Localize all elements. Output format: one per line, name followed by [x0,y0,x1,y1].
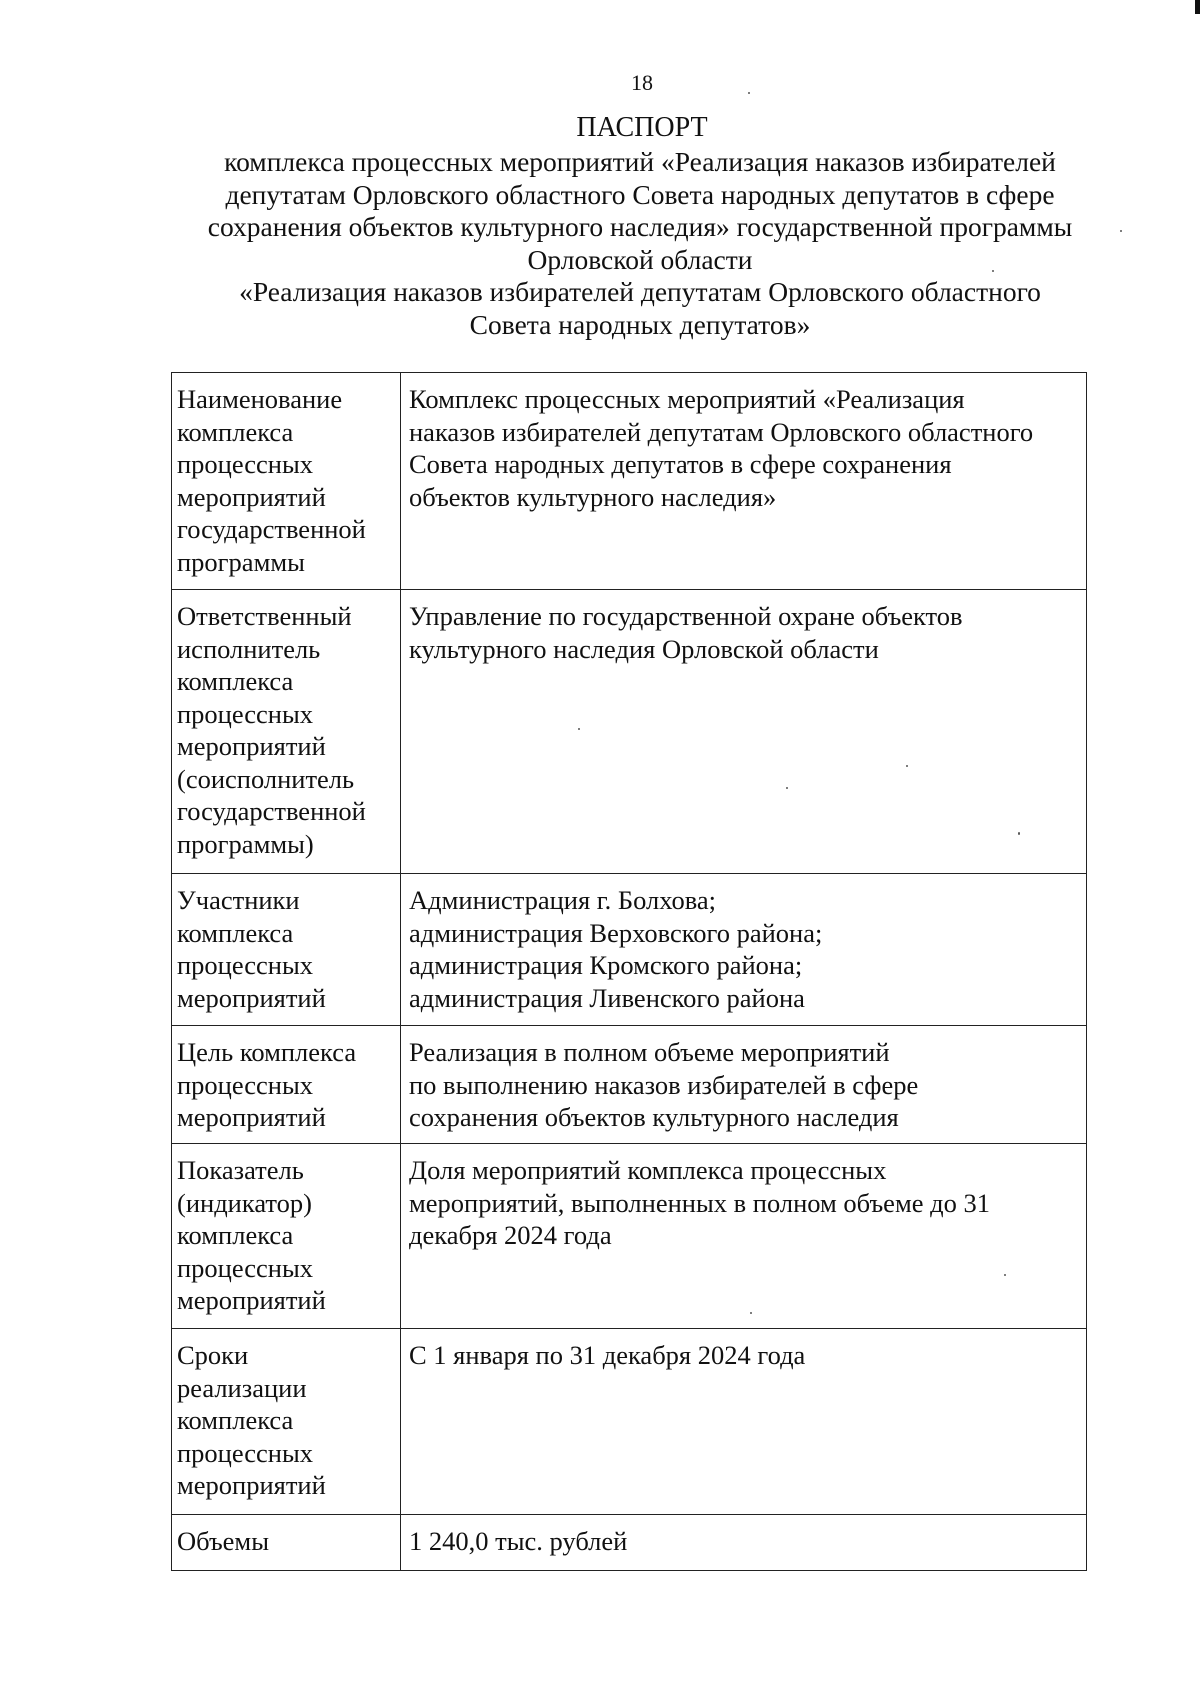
label-line: (соисполнитель [177,763,355,794]
label-line: мероприятий [177,1470,326,1500]
label-line: процессных [177,1252,314,1283]
row-label [172,1144,401,1329]
subtitle-line: депутатам Орловского областного Совета народных депутатов в сфере [225,178,1055,210]
value-line: администрация Ливенского района [409,982,805,1013]
row-label [172,590,401,874]
value-line: Администрация г. Болхова; [409,885,717,915]
table-row [172,590,1087,874]
value-line: мероприятий, выполненных в полном объеме до 31 [409,1187,990,1218]
row-label [172,373,401,590]
row-label [172,874,401,1026]
subtitle-line: Совета народных депутатов» [469,308,811,340]
label-line: мероприятий [177,982,326,1013]
scan-speck [750,1312,752,1314]
subtitle-line: «Реализация наказов избирателей депутатам Орловского областного [239,276,1041,307]
label-line: Объемы [177,1526,269,1556]
label-line: мероприятий [177,1102,326,1132]
value-line: Управление по государственной охране объектов [409,601,963,631]
label-line: Участники [177,885,300,915]
subtitle-line: комплекса процессных мероприятий «Реализация наказов избирателей [224,146,1056,177]
label-line: комплекса [177,1405,294,1435]
label-line: Сроки [177,1340,249,1370]
scan-speck [786,787,788,789]
label-line: мероприятий [177,1285,326,1315]
table-row [172,874,1087,1026]
label-line: Наименование [177,384,343,414]
scan-speck [1018,832,1020,835]
scan-speck [1120,230,1122,232]
passport-table [171,372,1087,1571]
label-line: Ответственный [177,601,352,631]
label-line: комплекса [177,666,294,696]
scan-speck [992,270,994,272]
label-line: (индикатор) [177,1187,312,1218]
label-line: процессных [177,1437,314,1468]
passport-table-body [172,373,1087,1571]
value-line: объектов культурного наследия» [409,481,777,512]
label-line: Показатель [177,1155,304,1185]
label-line: государственной [177,796,366,826]
row-value [401,874,1087,1026]
row-label [172,1026,401,1144]
label-line: мероприятий [177,481,326,512]
subtitle-line: сохранения объектов культурного наследия» государственной программы [207,211,1073,242]
label-line: комплекса [177,416,294,447]
scan-speck [906,765,908,767]
table-row [172,1329,1087,1515]
label-line: Цель комплекса [177,1037,357,1067]
label-line: процессных [177,449,314,479]
label-line: комплекса [177,917,294,948]
table-row [172,373,1087,590]
subtitle-line: Орловской области [527,243,753,275]
value-line: Реализация в полном объеме мероприятий [409,1037,890,1067]
row-value [401,373,1087,590]
document-subtitle [150,146,1130,341]
table-row [172,1144,1087,1329]
value-line: администрация Верховского района; [409,917,823,948]
scan-edge-mark [1195,0,1200,14]
value-line: Комплекс процессных мероприятий «Реализация [409,384,965,414]
value-line: С 1 января по 31 декабря 2024 года [409,1340,806,1370]
row-value [401,590,1087,874]
row-label [172,1515,401,1571]
value-line: культурного наследия Орловской области [409,633,879,664]
page-number: 18 [631,70,653,95]
row-value [401,1329,1087,1515]
value-line: администрация Кромского района; [409,950,803,980]
value-line: 1 240,0 тыс. рублей [409,1526,628,1556]
row-value [401,1515,1087,1571]
value-line: декабря 2024 года [409,1220,612,1250]
value-line: по выполнению наказов избирателей в сфере [409,1069,919,1100]
document-title: ПАСПОРТ [576,112,708,143]
scan-speck [578,728,580,730]
value-line: Доля мероприятий комплекса процессных [409,1155,887,1185]
row-value [401,1144,1087,1329]
label-line: реализации [177,1372,307,1403]
table-row [172,1026,1087,1144]
scan-speck [1004,1274,1006,1276]
label-line: программы [177,546,305,577]
label-line: государственной [177,514,366,544]
label-line: процессных [177,950,314,980]
value-line: наказов избирателей депутатам Орловского областного [409,416,1034,447]
value-line: сохранения объектов культурного наследия [409,1102,899,1132]
label-line: мероприятий [177,731,326,761]
row-value [401,1026,1087,1144]
value-line: Совета народных депутатов в сфере сохранения [409,449,952,479]
label-line: комплекса [177,1220,294,1250]
row-label [172,1329,401,1515]
label-line: программы) [177,828,314,859]
label-line: процессных [177,1069,314,1100]
label-line: исполнитель [177,633,321,664]
scan-speck [748,92,750,94]
label-line: процессных [177,698,314,729]
table-row [172,1515,1087,1571]
